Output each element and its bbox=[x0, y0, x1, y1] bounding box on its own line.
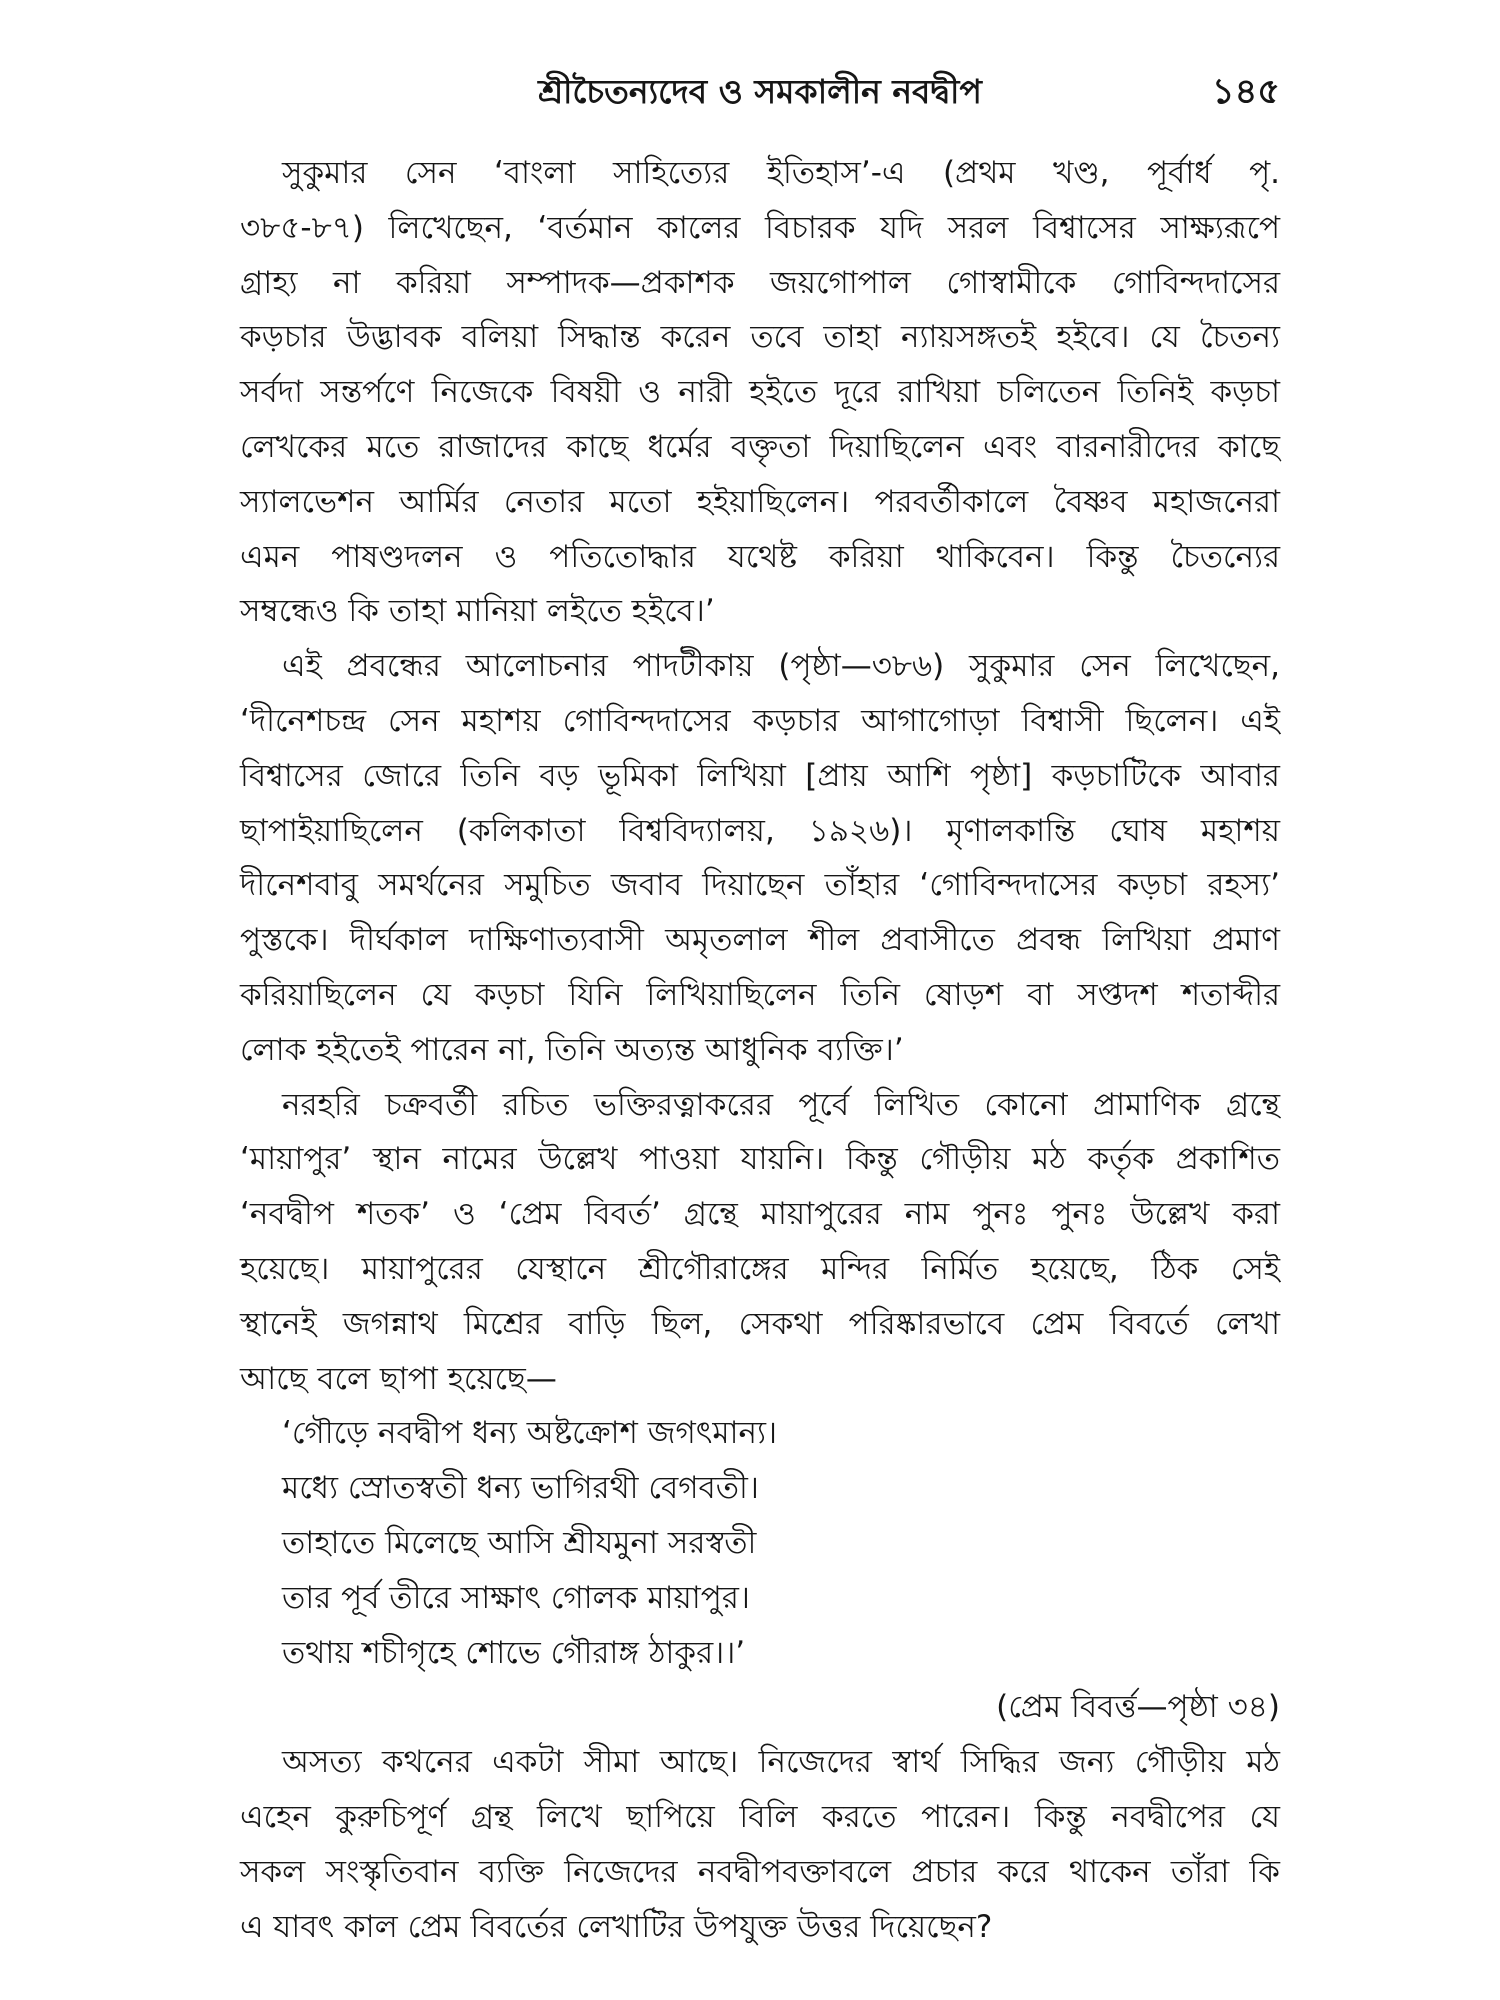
verse-line: তথায় শচীগৃহে শোভে গৌরাঙ্গ ঠাকুর।।’ bbox=[282, 1634, 746, 1671]
text-line: ‘নবদ্বীপ শতক’ ও ‘প্রেম বিবর্ত’ গ্রন্থে মায়াপুরের নাম পুনঃ পুনঃ উল্লেখ করা bbox=[240, 1196, 1280, 1233]
text-line: অসত্য কথনের একটা সীমা আছে। নিজেদের স্বার্থ সিদ্ধির জন্য গৌড়ীয় মঠ bbox=[282, 1744, 1280, 1781]
verse-line: ‘গৌড়ে নবদ্বীপ ধন্য অষ্টক্রোশ জগৎমান্য। bbox=[282, 1415, 778, 1452]
text-line: সুকুমার সেন ‘বাংলা সাহিত্যের ইতিহাস’-এ (প্রথম খণ্ড, পূর্বার্ধ পৃ. bbox=[282, 155, 1280, 191]
text-line: কড়চার উদ্ভাবক বলিয়া সিদ্ধান্ত করেন তবে তাহা ন্যায়সঙ্গতই হইবে। যে চৈতন্য bbox=[240, 319, 1280, 356]
verse-quote bbox=[240, 1406, 1280, 1680]
verse-line: তাহাতে মিলেছে আসি শ্রীযমুনা সরস্বতী bbox=[282, 1524, 757, 1561]
text-line: নরহরি চক্রবর্তী রচিত ভক্তিরত্নাকরের পূর্বে লিখিত কোনো প্রামাণিক গ্রন্থে bbox=[282, 1086, 1280, 1123]
text-line: আছে বলে ছাপা হয়েছে— bbox=[240, 1360, 557, 1397]
text-line: এই প্রবন্ধের আলোচনার পাদটীকায় (পৃষ্ঠা—৩৮৬) সুকুমার সেন লিখেছেন, bbox=[282, 648, 1280, 685]
text-line: ৩৮৫-৮৭) লিখেছেন, ‘বর্তমান কালের বিচারক যদি সরল বিশ্বাসের সাক্ষ্যরূপে bbox=[240, 209, 1280, 246]
text-line: লোক হইতেই পারেন না, তিনি অত্যন্ত আধুনিক ব্যক্তি।’ bbox=[240, 1031, 904, 1068]
paragraph-1 bbox=[240, 146, 1280, 639]
text-line: ‘দীনেশচন্দ্র সেন মহাশয় গোবিন্দদাসের কড়চার আগাগোড়া বিশ্বাসী ছিলেন। এই bbox=[240, 702, 1280, 739]
paragraph-3 bbox=[240, 1078, 1280, 1407]
page-number: ১৪৫ bbox=[1211, 72, 1280, 112]
text-line: সর্বদা সন্তর্পণে নিজেকে বিষয়ী ও নারী হইতে দূরে রাখিয়া চলিতেন তিনিই কড়চা bbox=[240, 374, 1280, 411]
verse-citation bbox=[240, 1680, 1280, 1735]
text-line: স্যালভেশন আর্মির নেতার মতো হইয়াছিলেন। পরবর্তীকালে বৈষ্ণব মহাজনেরা bbox=[240, 483, 1280, 520]
paragraph-4 bbox=[240, 1735, 1280, 1954]
citation-line: (প্রেম বিবর্ত্ত—পৃষ্ঠা ৩৪) bbox=[996, 1689, 1280, 1726]
text-line: সম্বন্ধেও কি তাহা মানিয়া লইতে হইবে।’ bbox=[240, 593, 715, 630]
body-text bbox=[240, 146, 1280, 1954]
text-line: এমন পাষণ্ডদলন ও পতিতোদ্ধার যথেষ্ট করিয়া থাকিবেন। কিন্তু চৈতন্যের bbox=[240, 538, 1280, 575]
text-line: ‘মায়াপুর’ স্থান নামের উল্লেখ পাওয়া যায়নি। কিন্তু গৌড়ীয় মঠ কর্তৃক প্রকাশিত bbox=[240, 1141, 1280, 1178]
text-line: এ যাবৎ কাল প্রেম বিবর্তের লেখাটির উপযুক্ত উত্তর দিয়েছেন? bbox=[240, 1908, 993, 1945]
running-title: শ্রীচৈতন্যদেব ও সমকালীন নবদ্বীপ bbox=[538, 72, 982, 111]
text-line: স্থানেই জগন্নাথ মিশ্রের বাড়ি ছিল, সেকথা পরিষ্কারভাবে প্রেম বিবর্তে লেখা bbox=[240, 1305, 1280, 1342]
text-line: হয়েছে। মায়াপুরের যেস্থানে শ্রীগৌরাঙ্গের মন্দির নির্মিত হয়েছে, ঠিক সেই bbox=[240, 1250, 1280, 1287]
text-line: দীনেশবাবু সমর্থনের সমুচিত জবাব দিয়াছেন তাঁহার ‘গোবিন্দদাসের কড়চা রহস্য’ bbox=[240, 867, 1280, 904]
text-line: গ্রাহ্য না করিয়া সম্পাদক—প্রকাশক জয়গোপাল গোস্বামীকে গোবিন্দদাসের bbox=[240, 264, 1280, 301]
page-header bbox=[240, 62, 1280, 122]
verse-line: মধ্যে স্রোতস্বতী ধন্য ভাগিরথী বেগবতী। bbox=[282, 1470, 760, 1507]
text-line: সকল সংস্কৃতিবান ব্যক্তি নিজেদের নবদ্বীপবক্তাবলে প্রচার করে থাকেন তাঁরা কি bbox=[240, 1853, 1280, 1890]
text-line: পুস্তকে। দীর্ঘকাল দাক্ষিণাত্যবাসী অমৃতলাল শীল প্রবাসীতে প্রবন্ধ লিখিয়া প্রমাণ bbox=[240, 922, 1280, 959]
text-line: করিয়াছিলেন যে কড়চা যিনি লিখিয়াছিলেন তিনি ষোড়শ বা সপ্তদশ শতাব্দীর bbox=[240, 976, 1280, 1013]
text-line: লেখকের মতে রাজাদের কাছে ধর্মের বক্তৃতা দিয়াছিলেন এবং বারনারীদের কাছে bbox=[240, 428, 1280, 465]
text-line: ছাপাইয়াছিলেন (কলিকাতা বিশ্ববিদ্যালয়, ১৯২৬)। মৃণালকান্তি ঘোষ মহাশয় bbox=[240, 812, 1280, 849]
text-line: বিশ্বাসের জোরে তিনি বড় ভূমিকা লিখিয়া [প্রায় আশি পৃষ্ঠা] কড়চাটিকে আবার bbox=[240, 757, 1280, 794]
text-line: এহেন কুরুচিপূর্ণ গ্রন্থ লিখে ছাপিয়ে বিলি করতে পারেন। কিন্তু নবদ্বীপের যে bbox=[240, 1798, 1280, 1835]
paragraph-2 bbox=[240, 639, 1280, 1077]
verse-line: তার পূর্ব তীরে সাক্ষাৎ গোলক মায়াপুর। bbox=[282, 1579, 750, 1616]
